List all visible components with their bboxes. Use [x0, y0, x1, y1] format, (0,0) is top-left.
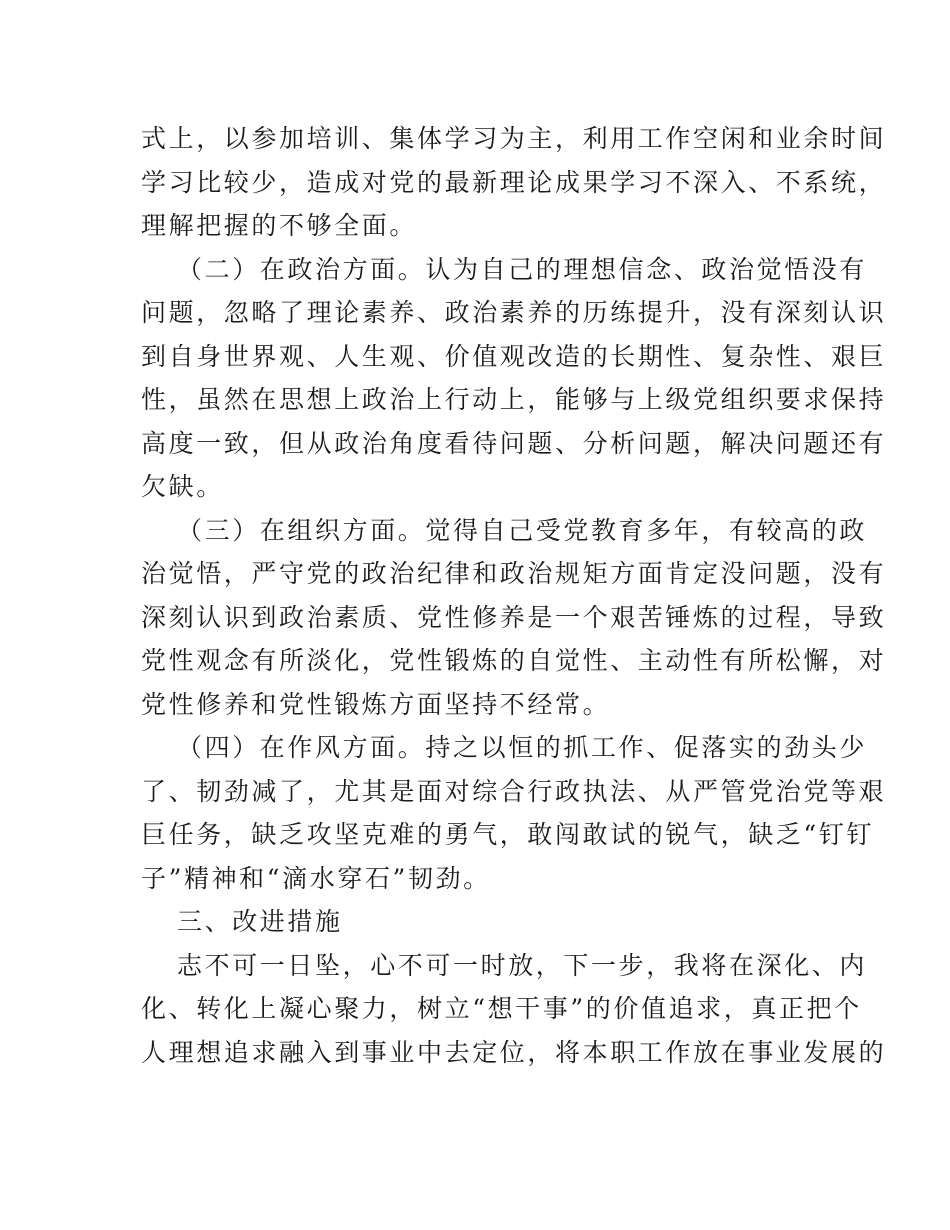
text-line: 子”精神和“滴水穿石”韧劲。 — [141, 863, 491, 893]
text-line: 性，虽然在思想上政治上行动上，能够与上级党组织要求保持 — [141, 385, 887, 414]
text-line: 欠缺。 — [141, 472, 224, 501]
text-line: 治觉悟，严守党的政治纪律和政治规矩方面肯定没问题，没有 — [141, 559, 887, 588]
text-line: 巨任务，缺乏攻坚克难的勇气，敢闯敢试的锐气，缺乏“钉钉 — [141, 820, 874, 849]
text-line: 问题，忽略了理论素养、政治素养的历练提升，没有深刻认识 — [141, 298, 887, 327]
section-heading-line: （二）在政治方面。认为自己的理想信念、政治觉悟没有 — [177, 254, 868, 284]
text-line: 理解把握的不够全面。 — [141, 211, 418, 240]
text-line: 学习比较少，造成对党的最新理论成果学习不深入、不系统， — [141, 167, 887, 197]
section-heading-line: （四）在作风方面。持之以恒的抓工作、促落实的劲头少 — [177, 733, 868, 762]
text-line: 化、转化上凝心聚力，树立“想干事”的价值追求，真正把个 — [141, 994, 862, 1023]
text-line: 人理想追求融入到事业中去定位，将本职工作放在事业发展的 — [141, 1037, 887, 1067]
text-line: 党性修养和党性锻炼方面坚持不经常。 — [141, 689, 611, 719]
text-line: 式上，以参加培训、集体学习为主，利用工作空闲和业余时间 — [141, 124, 887, 153]
chapter-heading: 三、改进措施 — [177, 907, 343, 936]
text-line: 到自身世界观、人生观、价值观改造的长期性、复杂性、艰巨 — [141, 341, 887, 371]
text-line: 深刻认识到政治素质、党性修养是一个艰苦锤炼的过程，导致 — [141, 602, 887, 632]
section-heading-line: （三）在组织方面。觉得自己受党教育多年，有较高的政 — [177, 515, 868, 545]
text-line: 党性观念有所淡化，党性锻炼的自觉性、主动性有所松懈，对 — [141, 646, 887, 675]
text-line: 志不可一日坠，心不可一时放，下一步，我将在深化、内 — [177, 950, 868, 980]
text-line: 了、韧劲减了，尤其是面对综合行政执法、从严管党治党等艰 — [141, 776, 887, 806]
document-body — [141, 117, 887, 1074]
text-line: 高度一致，但从政治角度看待问题、分析问题，解决问题还有 — [141, 428, 887, 458]
